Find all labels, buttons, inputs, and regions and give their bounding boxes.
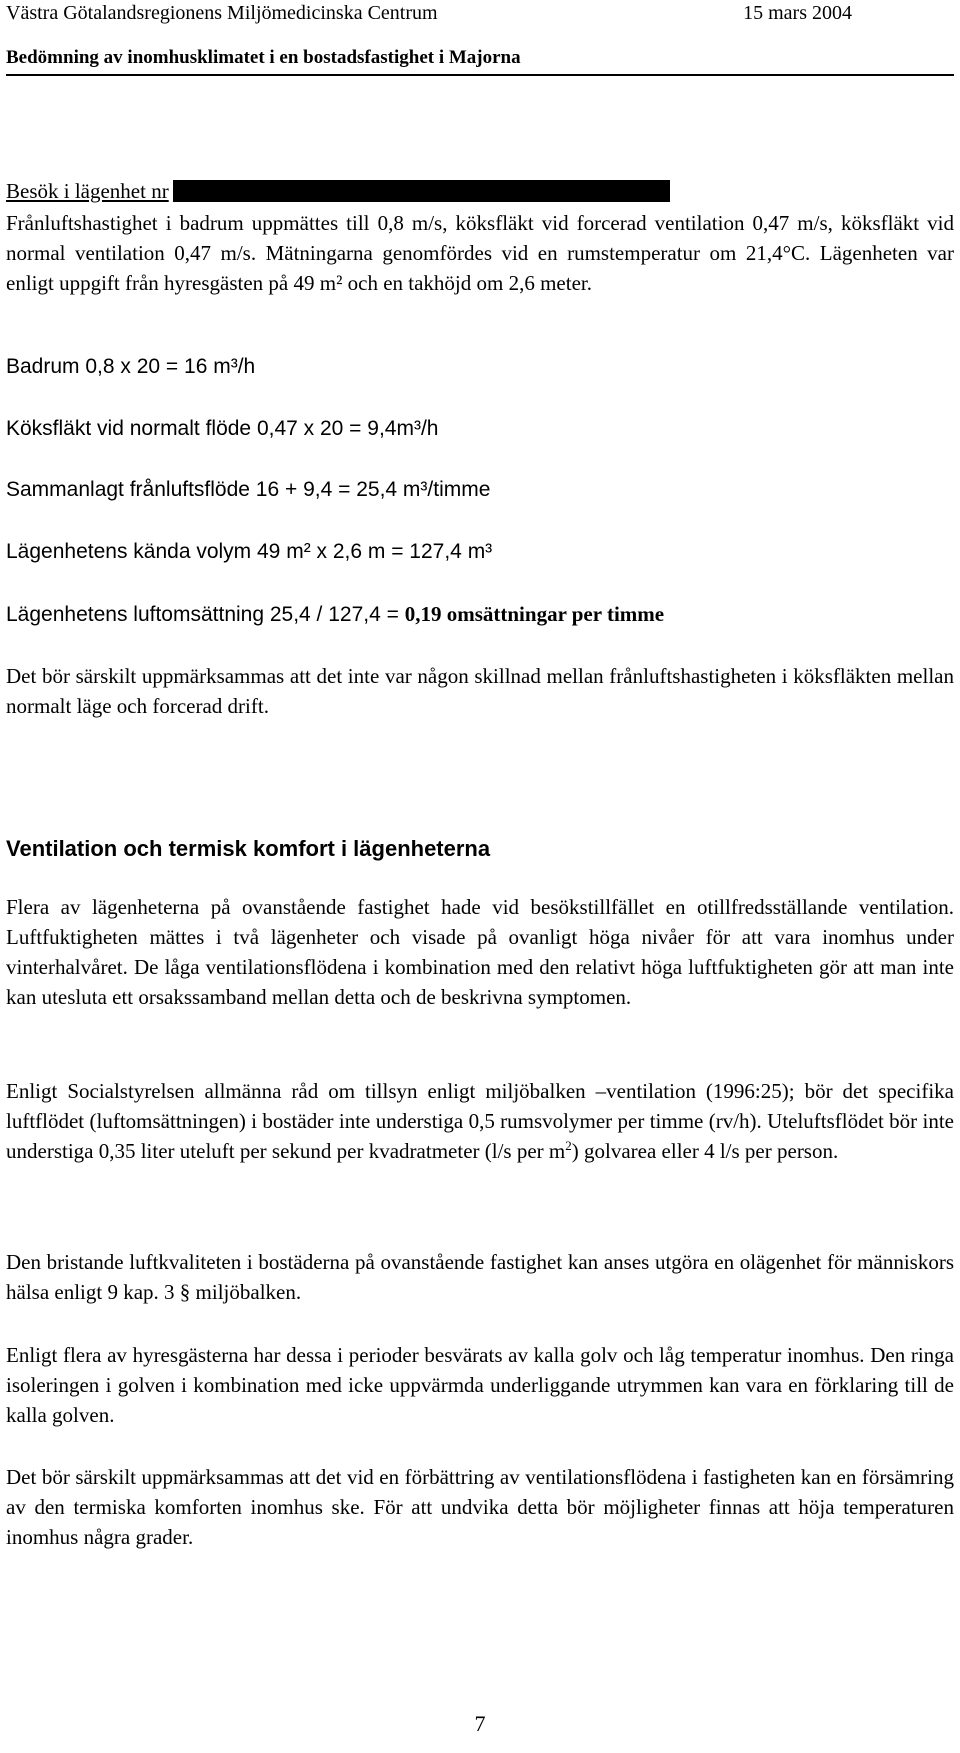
visit-heading-label: Besök i lägenhet nr — [6, 179, 169, 203]
calc-exchange-result: 0,19 omsättningar per timme — [404, 602, 665, 626]
visit-heading — [6, 178, 670, 204]
section-paragraph-1: Flera av lägenheterna på ovanstående fastighet hade vid besökstillfället en otillfredsställande ventilation. Luftfuktigheten mättes i två lägenheter och visade på ovanligt höga nivåer för att vara inomhus under vinterhalvåret. De låga ventilationsflödena i kombination med den relativt höga luftfuktigheten gör att man inte kan utesluta ett orsakssamband mellan detta och de beskrivna symptomen. — [6, 895, 954, 1009]
calc-bathroom: Badrum 0,8 x 20 = 16 m³/h — [6, 355, 256, 378]
header-date: 15 mars 2004 — [743, 2, 852, 24]
calc-exchange — [6, 599, 954, 630]
section-paragraph-5: Det bör särskilt uppmärksammas att det vid en förbättring av ventilationsflödena i fastigheten kan en försämring av den termiska komforten inomhus ske. För att undvika detta bör möjligheter finnas att höja temperaturen inomhus några grader. — [6, 1465, 954, 1549]
calc-kitchen: Köksfläkt vid normalt flöde 0,47 x 20 = 9,4m³/h — [6, 417, 439, 440]
section-paragraph-2-tail: ) golvarea eller 4 l/s per person. — [571, 1139, 839, 1163]
section-title: Ventilation och termisk komfort i lägenheterna — [6, 836, 491, 861]
note-paragraph: Det bör särskilt uppmärksammas att det inte var någon skillnad mellan frånluftshastigheten i köksfläkten mellan normalt läge och forcerad drift. — [6, 664, 954, 718]
page-number: 7 — [474, 1711, 486, 1736]
calc-total: Sammanlagt frånluftsflöde 16 + 9,4 = 25,4 m³/timme — [6, 478, 491, 501]
header-organization: Västra Götalandsregionens Miljömedicinska Centrum — [6, 2, 438, 24]
section-paragraph-3: Den bristande luftkvaliteten i bostäderna på ovanstående fastighet kan anses utgöra en olägenhet för människors hälsa enligt 9 kap. 3 § miljöbalken. — [6, 1250, 954, 1304]
section-paragraph-2-superscript: 2 — [565, 1138, 572, 1153]
measurements-paragraph: Frånluftshastighet i badrum uppmättes till 0,8 m/s, köksfläkt vid forcerad ventilation 0,47 m/s, köksfläkt vid normal ventilation 0,47 m/s. Mätningarna genomfördes vid en rumstemperatur om 21,4°C. Lägenheten var enligt uppgift från hyresgästen på 49 m² och en takhöjd om 2,6 meter. — [6, 211, 954, 295]
section-paragraph-2 — [6, 1076, 954, 1166]
redaction-block — [173, 180, 670, 202]
calc-exchange-prefix: Lägenhetens luftomsättning 25,4 / 127,4 = — [6, 603, 405, 626]
header-subtitle: Bedömning av inomhusklimatet i en bostadsfastighet i Majorna — [6, 46, 954, 76]
calc-volume: Lägenhetens kända volym 49 m² x 2,6 m = 127,4 m³ — [6, 540, 493, 563]
section-paragraph-2-text: Enligt Socialstyrelsen allmänna råd om tillsyn enligt miljöbalken –ventilation (1996:25); bör det specifika luftflödet (luftomsättningen) i bostäder inte understiga 0,5 rumsvolymer per timme (rv/h). Uteluftsflödet bör inte understiga 0,35 liter uteluft per sekund per kvadratmeter (l/s per m — [6, 1079, 954, 1163]
section-paragraph-4: Enligt flera av hyresgästerna har dessa i perioder besvärats av kalla golv och låg temperatur inomhus. Den ringa isoleringen i golven i kombination med icke uppvärmda underliggande utrymmen kan vara en förklaring till de kalla golven. — [6, 1343, 954, 1427]
